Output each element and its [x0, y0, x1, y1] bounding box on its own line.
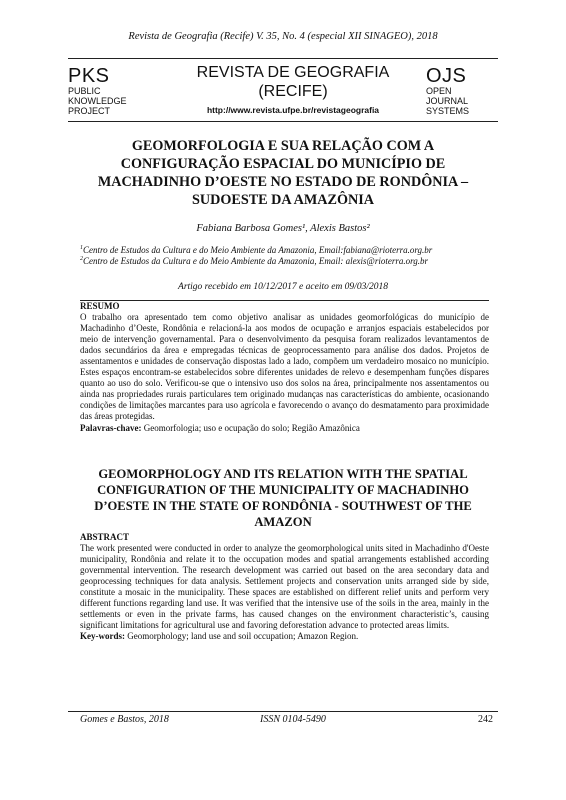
ojs-name: OJS — [426, 65, 467, 87]
affiliation-2-marker: 2 — [80, 256, 83, 262]
title-pt-line-1: GEOMORFOLOGIA E SUA RELAÇÃO COM A — [131, 138, 435, 154]
resumo-heading: RESUMO — [80, 301, 120, 311]
footer-rule — [68, 711, 498, 712]
affiliation-2 — [80, 254, 510, 267]
ojs-line-3: SYSTEMS — [426, 106, 470, 116]
abstract-keywords — [80, 631, 489, 642]
title-en-line-3: D’OESTE IN THE STATE OF RONDÔNIA - SOUTHWEST OF THE — [94, 499, 472, 513]
title-pt-line-4: SUDOESTE DA AMAZÔNIA — [191, 192, 375, 208]
page-number: 242 — [478, 714, 493, 725]
article-title-en — [68, 466, 498, 530]
affiliation-1-marker: 1 — [80, 245, 83, 251]
journal-title-line-1: REVISTA DE GEOGRAFIA — [196, 64, 390, 81]
pks-line-2: KNOWLEDGE — [68, 96, 127, 106]
abstract-keywords-label: Key-words: — [80, 631, 125, 642]
pks-line-3: PROJECT — [68, 106, 111, 116]
header-bottom-rule — [68, 121, 498, 122]
pks-line-1: PUBLIC — [68, 86, 101, 96]
resumo-section — [80, 301, 489, 434]
abstract-heading: ABSTRACT — [80, 532, 130, 542]
footer-authors: Gomes e Bastos, 2018 — [80, 714, 169, 725]
resumo-keywords-label: Palavras-chave: — [80, 422, 142, 433]
authors: Fabiana Barbosa Gomes¹, Alexis Bastos² — [196, 223, 370, 234]
resumo-keywords-text: Geomorfologia; uso e ocupação do solo; Região Amazônica — [141, 422, 360, 433]
ojs-line-1: OPEN — [426, 86, 452, 96]
resumo-body: O trabalho ora apresentado tem como objetivo analisar as unidades geomorfológicas do município de Machadinho d’Oeste, Rondônia e relacioná-la aos modos de ocupação e arranjos espaciais estabelecidos por meio de intervenção governamental. Para o desenvolvimento da pesquisa foram realizados levantamentos de dados secundários da área e empregadas técnicas de geoprocessamento para análise dos dados. Projetos de assentamentos e unidades de conservação dispostas lado a lado, compõem um verdadeiro mosaico no município. Estes espaços encontram-se estabelecidos sobre diferentes unidades de relevo e desempenham funções díspares quanto ao uso do solo. Verificou-se que o intensivo uso dos solos na área, principalmente nos assentamentos ou ainda nas propriedades rurais particulares tem originado mudanças nas características do ambiente, ocasionando condições de limitações marcantes para uso agrícola e favorecendo o avanço do desmatamento para proximidade das áreas protegidas. — [80, 312, 489, 422]
article-title-pt — [68, 137, 498, 209]
journal-title-block — [165, 63, 421, 115]
pks-logo — [68, 66, 162, 116]
ojs-logo — [426, 66, 506, 116]
title-en-line-1: GEOMORPHOLOGY AND ITS RELATION WITH THE SPATIAL — [98, 467, 468, 481]
received-date: Artigo recebido em 10/12/2017 e aceito em 09/03/2018 — [178, 282, 388, 292]
affiliation-1-text: Centro de Estudos da Cultura e do Meio Ambiente da Amazonia, Email:fabiana@rioterra.org.br — [83, 245, 433, 255]
footer-issn: ISSN 0104-5490 — [260, 714, 326, 725]
abstract-keywords-text: Geomorphology; land use and soil occupation; Amazon Region. — [125, 631, 359, 642]
title-en-line-2: CONFIGURATION OF THE MUNICIPALITY OF MACHADINHO — [97, 483, 469, 497]
resumo-keywords — [80, 423, 489, 434]
ojs-line-2: JOURNAL — [426, 96, 469, 106]
abstract-body: The work presented were conducted in order to analyze the geomorphological units sited in Machadinho d'Oeste municipality, Rondônia and relate it to the occupation modes and spatial arrangements established according governmental intervention. The research development was carried out based on the area secondary data and geoprocessing techniques for data analysis. Settlement projects and conservation units arranged side by side, constitute a mosaic in the municipality. These spaces are established on different relief units and perform very different functions regarding land use. It was verified that the intensive use of the soils in the area, mainly in the settlements or even in the private farms, has caused changes on the environment characteristic’s, causing significant limitations for agricultural use and favoring deforestation advance to protected areas limits. — [80, 543, 489, 631]
running-title: Revista de Geografia (Recife) V. 35, No. 4 (especial XII SINAGEO), 2018 — [128, 31, 438, 42]
title-pt-line-3: MACHADINHO D’OESTE NO ESTADO DE RONDÔNIA – — [97, 174, 469, 190]
title-pt-line-2: CONFIGURAÇÃO ESPACIAL DO MUNICÍPIO DE — [120, 156, 446, 172]
journal-title-line-2: (RECIFE) — [258, 83, 328, 100]
affiliation-2-text: Centro de Estudos da Cultura e do Meio Ambiente da Amazonia, Email: alexis@rioterra.org.br — [83, 256, 429, 266]
abstract-section — [80, 532, 489, 642]
pks-name: PKS — [68, 65, 110, 87]
journal-url[interactable]: http://www.revista.ufpe.br/revistageografia — [206, 105, 380, 115]
header-top-rule — [68, 58, 498, 59]
title-en-line-4: AMAZON — [254, 515, 312, 529]
